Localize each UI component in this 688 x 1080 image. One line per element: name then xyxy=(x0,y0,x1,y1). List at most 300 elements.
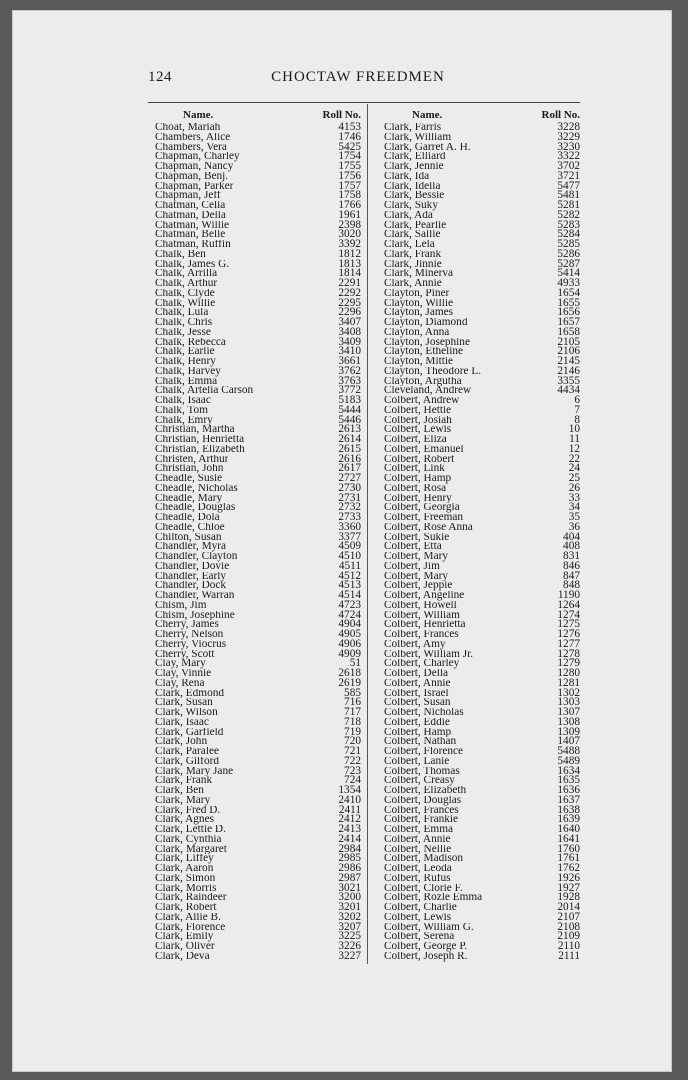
list-item xyxy=(384,598,580,611)
list-item xyxy=(384,864,580,874)
roll-number: 3201 xyxy=(338,901,361,913)
entry-name: Chatman, Celia xyxy=(155,201,226,211)
entry-name: Clayton, Piner xyxy=(384,288,450,299)
roll-number: 721 xyxy=(344,745,361,757)
entry-name: Colbert, Lanie xyxy=(384,756,450,767)
roll-number: 4510 xyxy=(338,550,361,562)
roll-number: 1278 xyxy=(557,647,580,660)
roll-number: 2619 xyxy=(338,676,361,689)
roll-number: 2730 xyxy=(338,481,361,494)
list-item xyxy=(155,491,361,504)
roll-number: 2613 xyxy=(338,423,361,436)
entry-name: Colbert, Annie xyxy=(384,678,451,689)
entry-name: Colbert, Emma xyxy=(384,825,454,835)
list-item xyxy=(155,920,361,933)
list-item xyxy=(384,286,580,299)
entry-name: Cheadle, Chloe xyxy=(155,522,225,533)
list-item xyxy=(384,786,580,796)
list-item xyxy=(155,396,361,406)
list-item xyxy=(155,325,361,338)
roll-number: 4509 xyxy=(338,540,361,553)
list-item xyxy=(155,413,361,426)
entry-name: Colbert, Frances xyxy=(384,630,459,640)
list-item xyxy=(384,793,580,806)
roll-number: 2296 xyxy=(338,306,361,319)
roll-number: 3355 xyxy=(557,374,580,387)
entry-name: Chalk, Willie xyxy=(155,298,216,309)
list-item xyxy=(155,269,361,279)
list-item xyxy=(384,581,580,591)
roll-number: 3228 xyxy=(557,121,580,133)
list-item xyxy=(384,686,580,699)
roll-number: 1961 xyxy=(338,208,361,221)
left-column xyxy=(155,111,361,962)
entry-name: Colbert, William G. xyxy=(384,922,474,933)
roll-number: 2107 xyxy=(557,910,580,923)
list-item xyxy=(155,893,361,903)
roll-number: 3407 xyxy=(338,316,361,328)
roll-number: 1281 xyxy=(557,676,580,689)
roll-number: 1755 xyxy=(338,160,361,172)
roll-number: 2412 xyxy=(338,813,361,826)
entry-name: Chalk, Earlie xyxy=(155,347,215,357)
list-item xyxy=(155,932,361,942)
entry-name: Colbert, Nellie xyxy=(384,844,452,855)
roll-number: 3200 xyxy=(338,891,361,904)
roll-number: 3377 xyxy=(338,530,361,543)
list-item xyxy=(155,542,361,552)
entry-name: Clark, Lela xyxy=(384,240,435,250)
list-item xyxy=(155,123,361,133)
entry-name: Clayton, Willie xyxy=(384,298,453,309)
list-item xyxy=(384,659,580,669)
roll-number: 2106 xyxy=(557,345,580,358)
list-item xyxy=(384,715,580,728)
roll-number: 1655 xyxy=(557,296,580,309)
roll-number: 2987 xyxy=(338,871,361,884)
roll-number: 718 xyxy=(344,715,361,728)
list-item xyxy=(384,169,580,182)
list-item xyxy=(155,286,361,299)
list-item xyxy=(384,474,580,484)
list-item xyxy=(384,825,580,835)
entry-name: Cheadle, Susie xyxy=(155,474,223,484)
entry-name: Colbert, Charlie xyxy=(384,903,457,913)
roll-number: 5281 xyxy=(557,199,580,211)
list-item xyxy=(384,737,580,747)
list-item xyxy=(155,364,361,377)
entry-name: Clark, Lettie D. xyxy=(155,825,226,835)
list-item xyxy=(155,754,361,767)
roll-number: 3661 xyxy=(338,355,361,367)
entry-name: Clark, Morris xyxy=(155,883,217,894)
list-item xyxy=(155,881,361,894)
list-item xyxy=(155,179,361,192)
roll-number: 724 xyxy=(344,774,361,787)
entry-name: Chalk, Henry xyxy=(155,357,216,367)
entry-name: Colbert, Joseph R. xyxy=(384,951,468,962)
roll-number: 1760 xyxy=(557,842,580,855)
entry-name: Clark, Farris xyxy=(384,123,442,133)
entry-name: Chalk, Ben xyxy=(155,249,206,260)
page-number: 124 xyxy=(148,69,172,85)
entry-name: Clark, Margaret xyxy=(155,844,227,855)
entry-name: Clark, Allie B. xyxy=(155,912,221,923)
list-item xyxy=(384,162,580,172)
entry-name: Chapman, Nancy xyxy=(155,162,234,172)
list-item xyxy=(155,130,361,143)
entry-name: Colbert, Jim xyxy=(384,561,440,572)
list-item xyxy=(155,474,361,484)
roll-number: 1303 xyxy=(557,696,580,709)
roll-number: 4153 xyxy=(338,121,361,133)
entry-name: Clayton, Josephine xyxy=(384,337,470,348)
list-item xyxy=(384,435,580,445)
roll-number: 3360 xyxy=(338,520,361,533)
roll-number: 5414 xyxy=(557,267,580,280)
roll-number: 51 xyxy=(349,657,361,670)
list-item xyxy=(155,747,361,757)
roll-number: 2986 xyxy=(338,862,361,874)
entry-name: Colbert, Eddie xyxy=(384,717,450,728)
roll-number: 3408 xyxy=(338,325,361,338)
list-item xyxy=(384,871,580,884)
list-item xyxy=(155,569,361,582)
entry-name: Clark, Mary Jane xyxy=(155,766,234,777)
list-item xyxy=(155,425,361,435)
roll-number: 3226 xyxy=(338,940,361,952)
entry-name: Colbert, Thomas xyxy=(384,766,460,777)
entry-name: Chalk, Emry xyxy=(155,415,213,426)
entry-name: Clark, Ida xyxy=(384,171,430,182)
entry-name: Colbert, William xyxy=(384,610,460,621)
list-item xyxy=(384,308,580,318)
entry-name: Colbert, Lewis xyxy=(384,912,452,923)
entry-name: Clayton, Anna xyxy=(384,327,450,338)
list-item xyxy=(155,686,361,699)
list-item xyxy=(155,162,361,172)
list-item xyxy=(155,257,361,270)
entry-name: Colbert, George P. xyxy=(384,942,468,952)
list-item xyxy=(155,279,361,289)
list-item xyxy=(384,396,580,406)
entry-name: Cheadle, Nicholas xyxy=(155,483,238,494)
entry-name: Chandler, Dock xyxy=(155,581,227,591)
list-item xyxy=(155,530,361,543)
list-item xyxy=(155,520,361,533)
list-item xyxy=(384,708,580,718)
list-item xyxy=(155,403,361,416)
entry-name: Colbert, Rose Anna xyxy=(384,522,473,533)
entry-name: Chalk, Chris xyxy=(155,318,213,328)
roll-number: 1274 xyxy=(557,608,580,621)
list-item xyxy=(384,932,580,942)
entry-name: Chalk, Arrilla xyxy=(155,269,218,279)
list-item xyxy=(384,725,580,738)
roll-number: 2731 xyxy=(338,491,361,504)
roll-number: 2109 xyxy=(557,930,580,943)
entry-name: Clark, Isaac xyxy=(155,717,209,728)
list-item xyxy=(384,530,580,543)
roll-number: 25 xyxy=(568,472,580,484)
roll-number: 847 xyxy=(563,569,580,582)
list-item xyxy=(155,708,361,718)
roll-number: 1812 xyxy=(338,247,361,260)
list-item xyxy=(155,669,361,679)
entry-name: Colbert, Della xyxy=(384,669,448,679)
entry-name: Clayton, Diamond xyxy=(384,318,468,328)
list-item xyxy=(384,513,580,523)
roll-number: 2111 xyxy=(558,949,580,962)
entry-name: Christen, Arthur xyxy=(155,454,229,465)
roll-number: 2733 xyxy=(338,511,361,523)
list-item xyxy=(384,832,580,845)
entry-name: Chatman, Willie xyxy=(155,220,230,231)
list-item xyxy=(155,803,361,816)
roll-number: 3202 xyxy=(338,910,361,923)
entry-name: Clark, Ada xyxy=(384,210,433,221)
roll-number: 2727 xyxy=(338,472,361,484)
list-item xyxy=(384,481,580,494)
entry-name: Colbert, Madison xyxy=(384,854,464,864)
list-item xyxy=(384,201,580,211)
list-item xyxy=(155,832,361,845)
roll-number: 5481 xyxy=(557,189,580,202)
entry-name: Colbert, Florence xyxy=(384,747,464,757)
entry-name: Cherry, Viocrus xyxy=(155,639,227,650)
entry-name: Colbert, Hettie xyxy=(384,405,452,416)
list-item xyxy=(384,942,580,952)
entry-name: Colbert, Georgia xyxy=(384,503,460,513)
entry-name: Colbert, Creasy xyxy=(384,776,455,786)
entry-name: Clark, Oliver xyxy=(155,942,215,952)
roll-number: 4933 xyxy=(557,277,580,289)
roll-number: 4514 xyxy=(338,589,361,601)
list-item xyxy=(155,647,361,660)
entry-name: Clark, Minerva xyxy=(384,269,454,279)
roll-number: 831 xyxy=(563,550,580,562)
entry-name: Colbert, Henrietta xyxy=(384,620,466,630)
entry-name: Chalk, Isaac xyxy=(155,396,211,406)
entry-name: Clayton, Argutha xyxy=(384,376,462,387)
entry-name: Colbert, Andrew xyxy=(384,396,460,406)
roll-number: 5282 xyxy=(557,208,580,221)
name-header: Name. xyxy=(183,109,214,121)
roll-number: 3772 xyxy=(338,384,361,397)
entry-name: Christian, Martha xyxy=(155,425,235,435)
roll-number: 1758 xyxy=(338,189,361,202)
roll-number: 716 xyxy=(344,696,361,709)
entry-name: Clark, William xyxy=(384,132,452,143)
entry-name: Chalk, Arthur xyxy=(155,279,218,289)
entry-name: Clark, Cynthia xyxy=(155,834,222,845)
roll-number: 1279 xyxy=(557,657,580,670)
entry-name: Colbert, Nathan xyxy=(384,737,457,747)
roll-number: 1277 xyxy=(557,637,580,650)
entry-name: Colbert, Frankie xyxy=(384,815,459,825)
list-item xyxy=(384,776,580,786)
list-item xyxy=(155,608,361,621)
roll-number: 3409 xyxy=(338,335,361,348)
entry-name: Colbert, Mary xyxy=(384,571,449,582)
list-item xyxy=(384,152,580,162)
roll-number: 1635 xyxy=(557,774,580,787)
roll-number: 4906 xyxy=(338,637,361,650)
entry-name: Clark, Paralee xyxy=(155,747,219,757)
roll-number: 3392 xyxy=(338,238,361,250)
list-item xyxy=(155,247,361,260)
roll-number: 34 xyxy=(568,501,580,514)
entry-name: Colbert, Leoda xyxy=(384,864,452,874)
roll-number: 1813 xyxy=(338,257,361,270)
list-item xyxy=(384,591,580,601)
list-item xyxy=(384,569,580,582)
list-item xyxy=(384,279,580,289)
roll-number: 2615 xyxy=(338,442,361,455)
list-item xyxy=(155,725,361,738)
entry-name: Cherry, Scott xyxy=(155,649,215,660)
entry-name: Clark, Elliard xyxy=(384,152,446,162)
entry-name: Clark, Raindeer xyxy=(155,893,227,903)
entry-name: Cleveland, Andrew xyxy=(384,386,472,396)
roll-number: 1636 xyxy=(557,784,580,796)
roll-number: 1928 xyxy=(557,891,580,904)
list-item xyxy=(384,503,580,513)
entry-name: Clark, Sallie xyxy=(384,230,441,240)
roll-number: 4909 xyxy=(338,647,361,660)
list-item xyxy=(384,179,580,192)
entry-name: Chambers, Alice xyxy=(155,132,231,143)
list-item xyxy=(155,386,361,396)
entry-name: Clark, Jennie xyxy=(384,162,444,172)
entry-name: Colbert, Israel xyxy=(384,688,449,699)
entry-name: Clark, Edmond xyxy=(155,688,225,699)
entry-name: Colbert, Annie xyxy=(384,834,451,845)
roll-number: 1640 xyxy=(557,823,580,835)
roll-number: 2618 xyxy=(338,667,361,679)
entry-name: Chalk, Emma xyxy=(155,376,218,387)
entry-name: Colbert, Henry xyxy=(384,493,452,504)
roll-number: 10 xyxy=(568,423,580,436)
list-item xyxy=(155,793,361,806)
list-item xyxy=(384,347,580,357)
roll-number: 5425 xyxy=(338,140,361,153)
entry-name: Colbert, Hamp xyxy=(384,474,452,484)
list-item xyxy=(155,764,361,777)
entry-name: Clark, Mary xyxy=(155,795,211,806)
list-item xyxy=(384,318,580,328)
list-item xyxy=(155,140,361,153)
right-column xyxy=(384,111,580,962)
list-item xyxy=(384,552,580,562)
entry-name: Clark, Gilford xyxy=(155,756,220,767)
list-item xyxy=(155,169,361,182)
roll-number: 2414 xyxy=(338,832,361,845)
list-item xyxy=(384,257,580,270)
roll-number: 3721 xyxy=(557,169,580,182)
roll-number: 1280 xyxy=(557,667,580,679)
roll-number: 1190 xyxy=(557,589,580,601)
list-item xyxy=(384,208,580,221)
list-item xyxy=(384,647,580,660)
roll-number: 2291 xyxy=(338,277,361,289)
list-item xyxy=(155,854,361,864)
entry-name: Clark, Bessie xyxy=(384,191,445,201)
list-item xyxy=(155,715,361,728)
entry-name: Clark, Idella xyxy=(384,181,441,192)
list-item xyxy=(384,218,580,231)
list-item xyxy=(155,786,361,796)
entry-name: Choat, Mariah xyxy=(155,123,221,133)
list-item xyxy=(155,374,361,387)
list-item xyxy=(384,296,580,309)
list-item xyxy=(155,201,361,211)
roll-number: 1656 xyxy=(557,306,580,319)
entry-name: Colbert, Clorie F. xyxy=(384,883,463,894)
list-item xyxy=(384,630,580,640)
entry-name: Chandler, Warran xyxy=(155,591,235,601)
roll-number: 2410 xyxy=(338,793,361,806)
entry-name: Chalk, James G. xyxy=(155,259,230,270)
column-divider xyxy=(367,104,368,964)
list-item xyxy=(384,247,580,260)
roll-number: 2110 xyxy=(557,940,580,952)
list-item xyxy=(155,218,361,231)
roll-number: 2105 xyxy=(557,335,580,348)
roll-number: 22 xyxy=(568,452,580,465)
entry-name: Chapman, Benj. xyxy=(155,171,229,182)
roll-number: 2145 xyxy=(557,355,580,367)
roll-number: 1754 xyxy=(338,150,361,163)
page-header xyxy=(148,67,568,91)
entry-name: Clark, Florence xyxy=(155,922,226,933)
roll-number: 2014 xyxy=(557,901,580,913)
list-item xyxy=(155,630,361,640)
list-item xyxy=(384,386,580,396)
list-item xyxy=(384,903,580,913)
entry-name: Chalk, Jesse xyxy=(155,327,211,338)
list-item xyxy=(384,698,580,708)
roll-number: 1275 xyxy=(557,618,580,631)
column-header xyxy=(384,111,580,123)
roll-number: 5286 xyxy=(557,247,580,260)
list-item xyxy=(155,910,361,923)
roll-number: 5285 xyxy=(557,238,580,250)
entry-name: Clark, Simon xyxy=(155,873,216,884)
entry-name: Clark, Wilson xyxy=(155,708,218,718)
roll-number: 4434 xyxy=(557,384,580,397)
entry-name: Colbert, Serena xyxy=(384,932,455,942)
list-item xyxy=(155,452,361,465)
roll-number: 4512 xyxy=(338,569,361,582)
list-item xyxy=(384,425,580,435)
roll-number: 3227 xyxy=(338,949,361,962)
entry-name: Colbert, Douglas xyxy=(384,795,462,806)
entry-name: Chism, Josephine xyxy=(155,610,235,621)
entry-name: Chapman, Parker xyxy=(155,181,234,192)
roll-number: 2146 xyxy=(557,364,580,377)
roll-number: 11 xyxy=(569,433,580,445)
column-header xyxy=(155,111,361,123)
list-item xyxy=(384,520,580,533)
entry-name: Clark, Frank xyxy=(155,776,213,786)
list-item xyxy=(155,842,361,855)
entry-name: Chapman, Jeff xyxy=(155,191,221,201)
list-item xyxy=(155,942,361,952)
list-item xyxy=(155,698,361,708)
list-item xyxy=(155,308,361,318)
roll-number: 2295 xyxy=(338,296,361,309)
